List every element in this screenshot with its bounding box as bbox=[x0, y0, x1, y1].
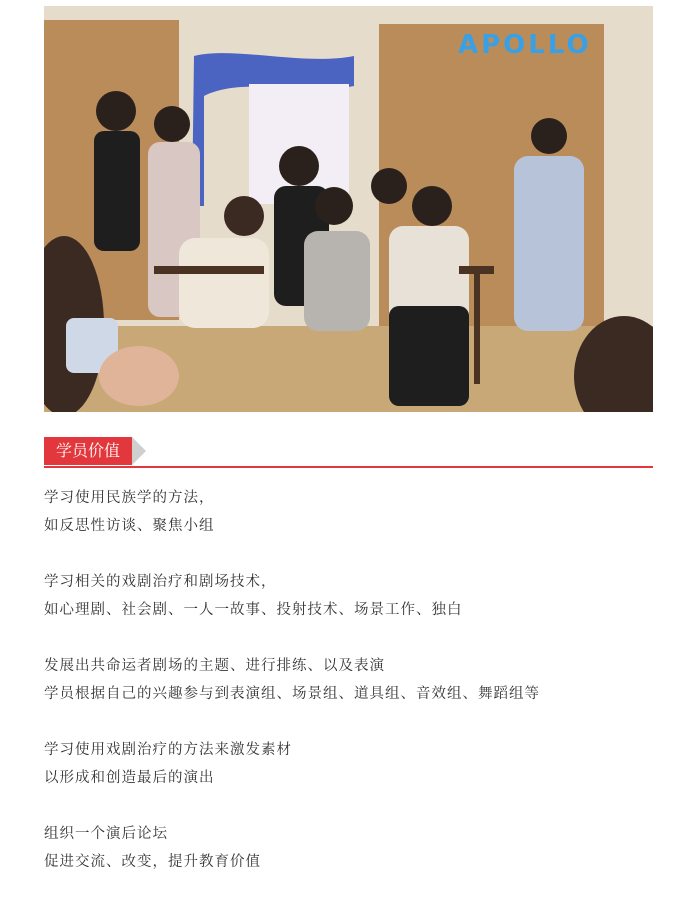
text-line: 如心理剧、社会剧、一人一故事、投射技术、场景工作、独白 bbox=[44, 602, 463, 618]
paragraph bbox=[44, 820, 653, 876]
section-tag-tail bbox=[132, 437, 146, 465]
paragraph bbox=[44, 652, 653, 708]
photo-illustration bbox=[44, 6, 653, 412]
section-divider bbox=[44, 466, 653, 468]
paragraph bbox=[44, 484, 653, 540]
text-line: 组织一个演后论坛 bbox=[44, 826, 168, 842]
text-line: 以形成和创造最后的演出 bbox=[44, 770, 215, 786]
text-line: 发展出共命运者剧场的主题、进行排练、以及表演 bbox=[44, 658, 385, 674]
section-title-tag: 学员价值 bbox=[44, 437, 132, 465]
text-line: 学习使用戏剧治疗的方法来激发素材 bbox=[44, 742, 292, 758]
section-header bbox=[44, 437, 653, 468]
text-line: 学习使用民族学的方法， bbox=[44, 490, 215, 506]
text-line: 如反思性访谈、聚焦小组 bbox=[44, 518, 215, 534]
apollo-logo: APOLLO bbox=[458, 30, 592, 60]
paragraph bbox=[44, 568, 653, 624]
text-line: 学员根据自己的兴趣参与到表演组、场景组、道具组、音效组、舞蹈组等 bbox=[44, 686, 540, 702]
text-line: 学习相关的戏剧治疗和剧场技术， bbox=[44, 574, 277, 590]
paragraph bbox=[44, 736, 653, 792]
text-line: 促进交流、改变，提升教育价值 bbox=[44, 854, 261, 870]
event-photo bbox=[44, 6, 653, 412]
student-value-content bbox=[44, 484, 653, 904]
